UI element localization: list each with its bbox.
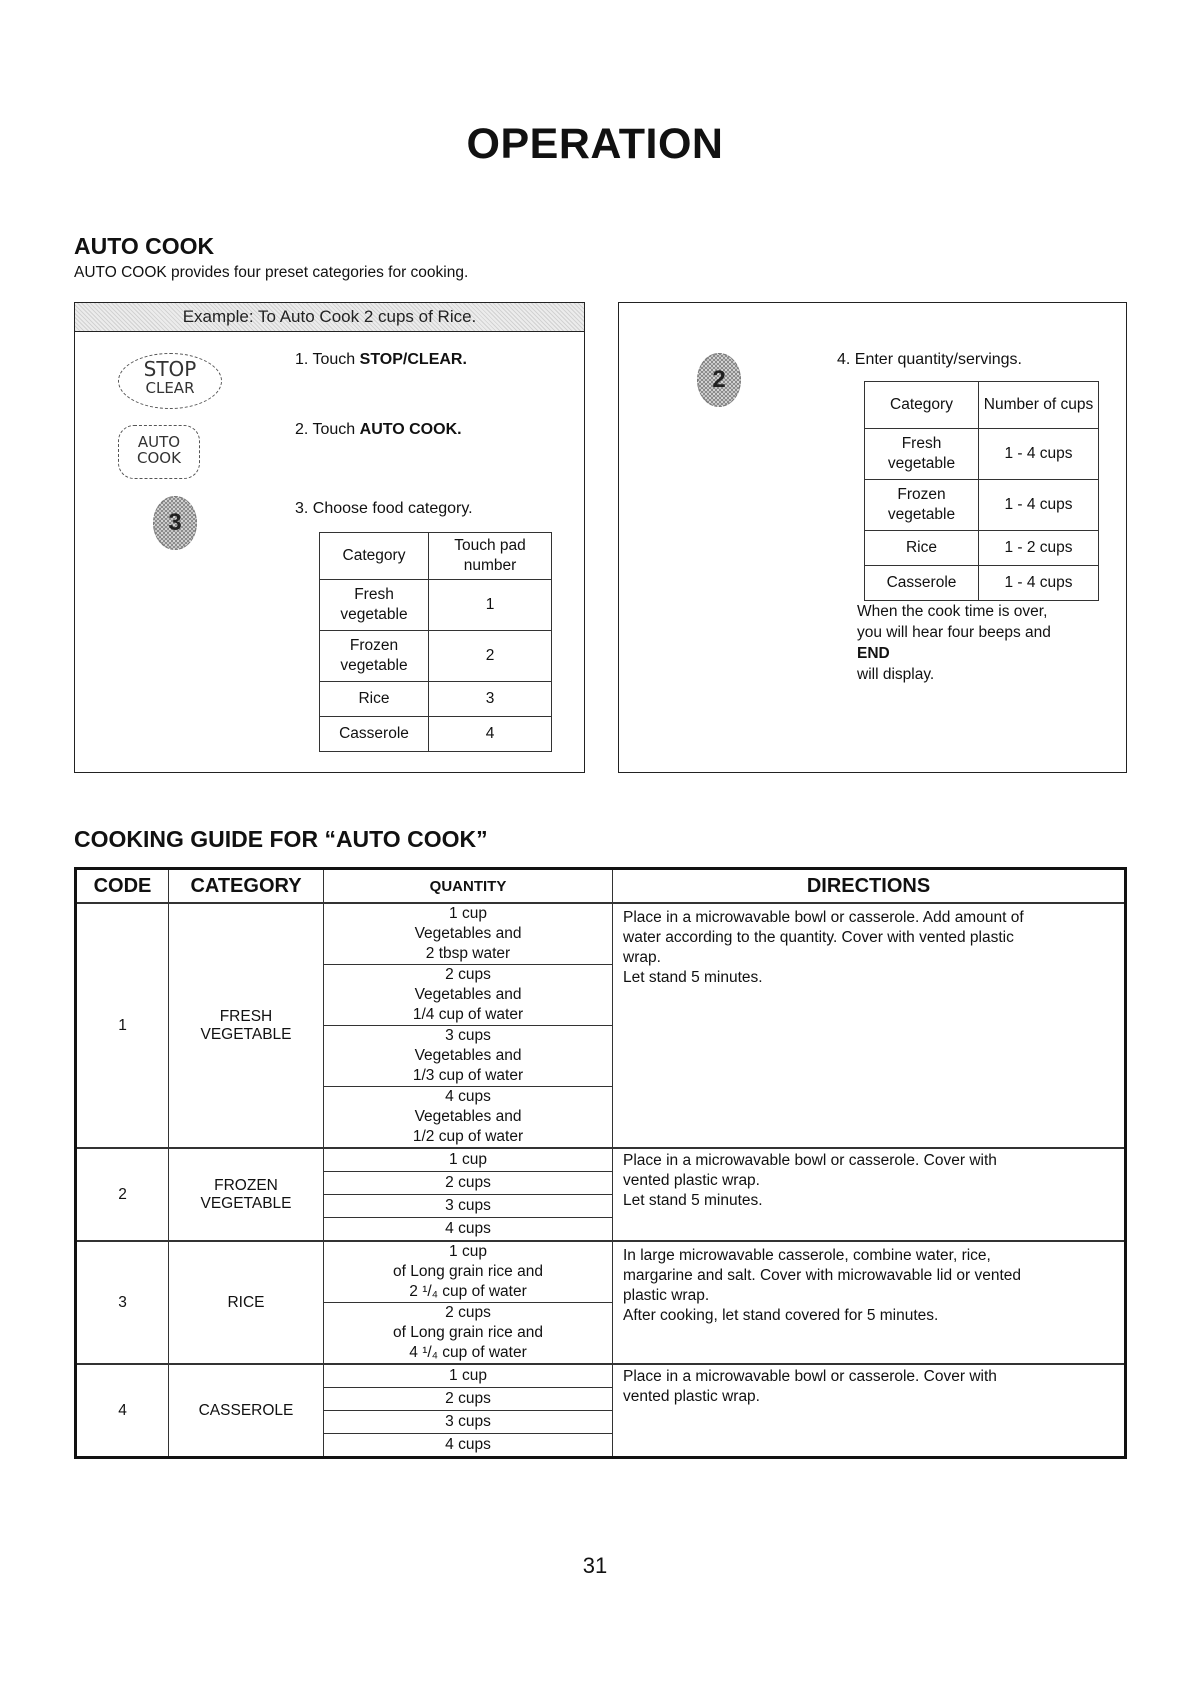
quantity-line: Vegetables and [414,986,522,1003]
quantity-item: 3 cups [324,1195,612,1218]
step-1-text: 1. Touch [295,351,360,368]
quantity-line: 1/3 cup of water [412,1067,524,1084]
table-header-cell: Number of cups [979,382,1099,429]
quantity-item: 1 cup [324,1149,612,1172]
step-4: 4. Enter quantity/servings. [837,351,1022,368]
stop-clear-key-icon [118,353,222,409]
code-cell: 3 [76,1241,169,1364]
example-box-left [74,302,585,773]
table-cell: Rice [865,531,979,566]
quantity-line: 2 tbsp water [425,945,511,962]
table-cell: 3 [429,682,552,717]
number-2-key-icon: 2 [697,353,741,407]
table-header-row [865,382,1099,429]
category-cell [169,903,324,1148]
quantity-line: 4 ¹/₄ cup of water [409,1344,527,1361]
category-line: FROZEN [214,1176,278,1194]
example-box-right [618,302,1127,773]
table-row [865,429,1099,480]
end-display-text: END [857,645,890,662]
table-cell: Fresh vegetable [865,429,979,480]
table-row [320,631,552,682]
direction-line: vented plastic wrap. [623,1172,760,1189]
step-1-key: STOP/CLEAR. [359,351,467,368]
directions-cell [613,1148,1126,1241]
category-line: VEGETABLE [200,1025,292,1043]
auto-cook-intro: AUTO COOK provides four preset categories for cooking. [74,264,469,281]
table-cell: 1 - 2 cups [979,531,1099,566]
table-cell: Frozen vegetable [865,480,979,531]
quantity-line: 2 cups [445,966,491,983]
table-header-cell: Category [865,382,979,429]
category-line: FRESH [219,1007,273,1025]
quantity-cell [324,1148,613,1241]
direction-line: plastic wrap. [623,1287,710,1304]
quantity-line: 2 ¹/₄ cup of water [409,1283,527,1300]
category-cups-table [864,381,1099,601]
quantity-line: 2 cups [445,1304,491,1321]
table-cell: 1 - 4 cups [979,566,1099,601]
direction-line: After cooking, let stand covered for 5 minutes. [623,1307,939,1324]
category-line: VEGETABLE [200,1194,292,1212]
table-cell: 1 - 4 cups [979,429,1099,480]
cooking-guide-heading: COOKING GUIDE FOR “AUTO COOK” [74,826,488,852]
table-row [320,717,552,752]
table-cell: Fresh vegetable [320,580,429,631]
category-cell [169,1364,324,1458]
auto-key-label: AUTO [137,433,181,451]
table-cell: 2 [429,631,552,682]
table-header-cell: Touch pad number [429,533,552,580]
directions-header: DIRECTIONS [613,869,1126,904]
category-line: CASSEROLE [198,1401,294,1419]
quantity-item: 4 cups [445,1436,491,1453]
quantity-item: 2 cups [324,1172,612,1195]
table-row [76,1364,1126,1458]
table-row [320,682,552,717]
auto-cook-key-icon [118,425,200,479]
quantity-item: 4 cups [445,1220,491,1237]
quantity-line: Vegetables and [414,925,522,942]
quantity-item [324,1026,612,1087]
quantity-cell [324,1364,613,1458]
table-header-row [320,533,552,580]
quantity-item [324,1303,612,1363]
direction-line: Let stand 5 minutes. [623,1192,763,1209]
table-row [865,566,1099,601]
step-1 [295,351,467,369]
table-header-cell: Category [320,533,429,580]
table-cell: 1 [429,580,552,631]
step-2 [295,421,462,439]
quantity-item [324,965,612,1026]
end-note [857,601,1051,685]
cook-key-label: COOK [137,449,181,467]
category-cell [169,1148,324,1241]
quantity-header: QUANTITY [324,869,613,904]
table-row [76,1241,1126,1364]
cooking-guide-table [74,867,1127,1459]
table-cell: Frozen vegetable [320,631,429,682]
directions-cell [613,1241,1126,1364]
table-cell: 4 [429,717,552,752]
end-note-line: you will hear four beeps and [857,624,1051,641]
direction-line: margarine and salt. Cover with microwavable lid or vented [623,1267,1022,1284]
quantity-cell [324,1241,613,1364]
guide-header-row [76,869,1126,904]
category-cell [169,1241,324,1364]
end-note-line: When the cook time is over, [857,603,1048,620]
code-cell: 2 [76,1148,169,1241]
quantity-cell [324,903,613,1148]
category-header: CATEGORY [169,869,324,904]
page-title: OPERATION [466,120,724,168]
quantity-line: 1 cup [449,905,487,922]
directions-cell [613,1364,1126,1458]
direction-line: In large microwavable casserole, combine water, rice, [623,1247,991,1264]
quantity-line: of Long grain rice and [393,1263,543,1280]
direction-line: Place in a microwavable bowl or casserole. Cover with [623,1152,997,1169]
example-banner: Example: To Auto Cook 2 cups of Rice. [75,303,584,332]
quantity-item [324,1087,612,1147]
table-cell: Rice [320,682,429,717]
direction-line: water according to the quantity. Cover with vented plastic [623,929,1014,946]
step-3: 3. Choose food category. [295,500,473,517]
quantity-item: 3 cups [324,1411,612,1434]
quantity-line: 3 cups [445,1027,491,1044]
code-cell: 1 [76,903,169,1148]
table-row [76,903,1126,1148]
code-header: CODE [76,869,169,904]
quantity-line: Vegetables and [414,1047,522,1064]
directions-cell [613,903,1126,1148]
auto-cook-heading: AUTO COOK [74,233,215,259]
quantity-item: 1 cup [324,1365,612,1388]
table-cell: Casserole [320,717,429,752]
quantity-line: Vegetables and [414,1108,522,1125]
number-3-key-icon: 3 [153,496,197,550]
quantity-item [324,1242,612,1303]
direction-line: Place in a microwavable bowl or casserole. Cover with [623,1368,997,1385]
table-row [320,580,552,631]
end-note-line: will display. [857,666,935,683]
quantity-line: of Long grain rice and [393,1324,543,1341]
step-2-key: AUTO COOK. [359,421,462,438]
table-row [865,480,1099,531]
direction-line: Place in a microwavable bowl or casserole. Add amount of [623,909,1024,926]
code-cell: 4 [76,1364,169,1458]
quantity-line: 4 cups [445,1088,491,1105]
category-touchpad-table [319,532,552,752]
stop-key-label: STOP [143,357,197,381]
table-cell: 1 - 4 cups [979,480,1099,531]
table-row [865,531,1099,566]
clear-key-label: CLEAR [145,379,195,397]
quantity-line: 1/2 cup of water [412,1128,524,1145]
quantity-item: 2 cups [324,1388,612,1411]
direction-line: wrap. [623,949,661,966]
step-2-text: 2. Touch [295,421,360,438]
table-cell: Casserole [865,566,979,601]
direction-line: Let stand 5 minutes. [623,969,763,986]
quantity-item [324,904,612,965]
page-number: 31 [582,1553,608,1578]
category-line: RICE [227,1293,265,1311]
quantity-line: 1/4 cup of water [412,1006,524,1023]
direction-line: vented plastic wrap. [623,1388,760,1405]
table-row [76,1148,1126,1241]
quantity-line: 1 cup [449,1243,487,1260]
